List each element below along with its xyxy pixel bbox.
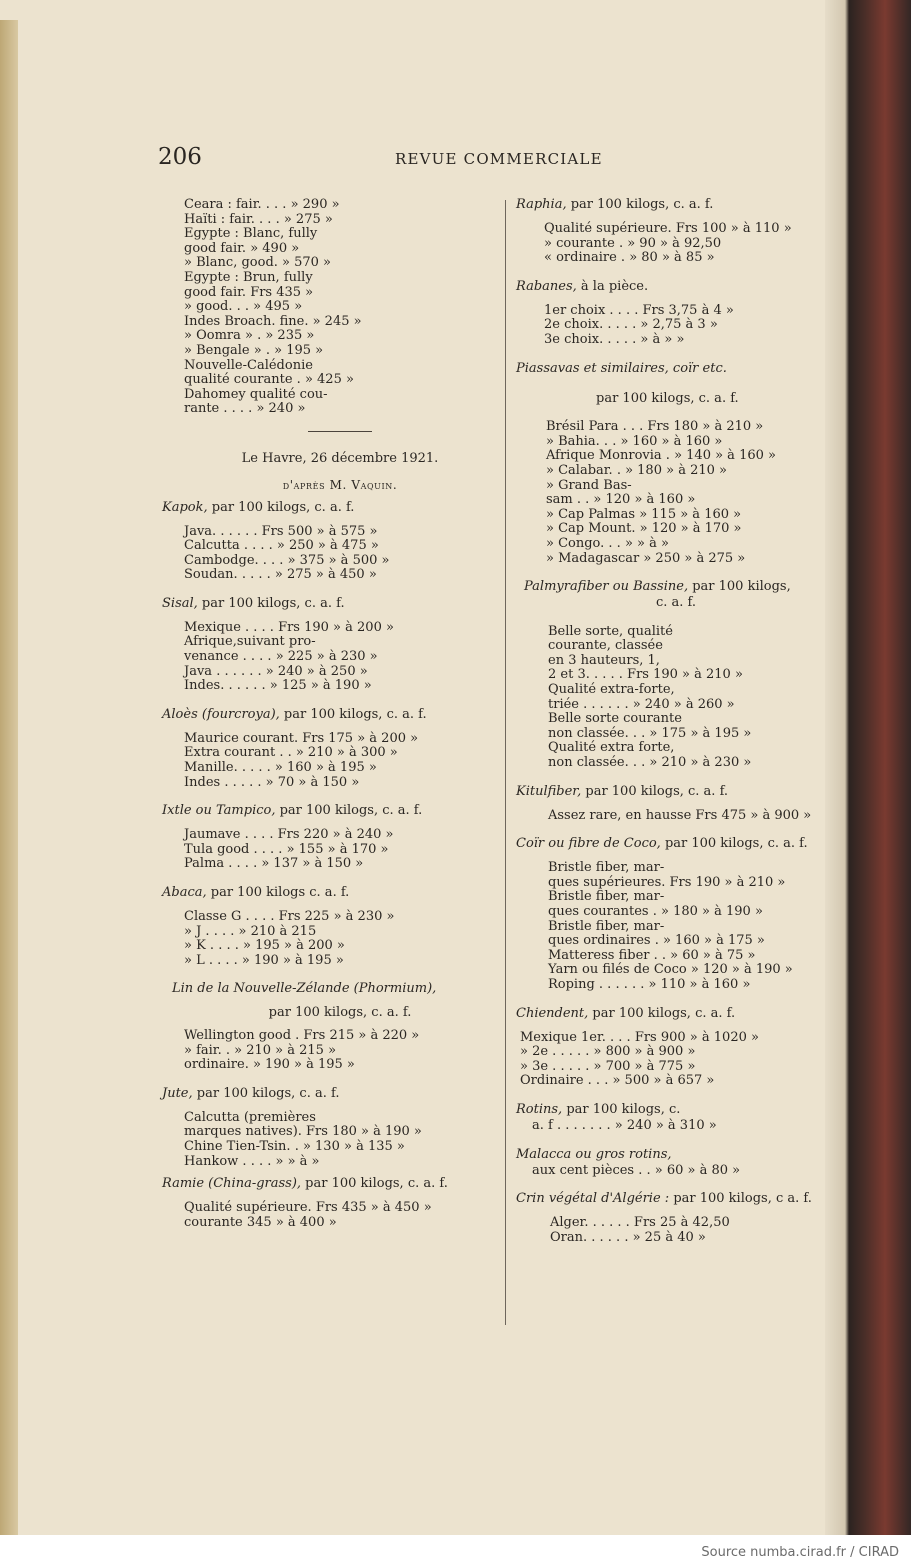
price-line: Qualité supérieure. Frs 435 » à 450 »	[184, 1200, 432, 1216]
price-line: Indes . . . . . » 70 » à 150 »	[184, 774, 360, 790]
ramie-heading: Ramie (China-grass), par 100 kilogs, c. a. f.	[162, 1176, 448, 1192]
price-line: rante . . . . » 240 »	[184, 401, 306, 417]
raphia-heading: Raphia, par 100 kilogs, c. a. f.	[516, 197, 714, 212]
price-line: Java . . . . . . » 240 » à 250 »	[184, 663, 368, 679]
price-line: Hankow . . . . » » à »	[184, 1153, 320, 1169]
lin-unit: par 100 kilogs, c. a. f.	[268, 1005, 412, 1021]
price-line: Bristle fiber, mar-	[548, 889, 665, 905]
price-line: Ceara : fair. . . . » 290 »	[184, 197, 340, 212]
havre-title: Le Havre, 26 décembre 1921.	[241, 450, 439, 466]
price-line: » Blanc, good. » 570 »	[184, 255, 332, 271]
price-line: Qualité supérieure. Frs 100 » à 110 »	[544, 221, 792, 236]
price-line: » fair. . » 210 » à 215 »	[184, 1042, 337, 1058]
price-line: a. f . . . . . . . » 240 » à 310 »	[532, 1117, 717, 1133]
price-line: en 3 hauteurs, 1,	[548, 652, 660, 668]
price-line: » courante . » 90 » à 92,50	[544, 235, 722, 251]
price-line: » J . . . . » 210 à 215	[184, 923, 317, 939]
palmyra-heading: Palmyrafiber ou Bassine, par 100 kilogs,	[524, 579, 791, 595]
ramie-rows	[184, 1201, 496, 1230]
abaca-heading: Abaca, par 100 kilogs c. a. f.	[162, 885, 350, 900]
price-line: Nouvelle-Calédonie	[184, 357, 313, 373]
price-line: Maurice courant. Frs 175 » à 200 »	[184, 730, 419, 746]
price-line: good fair. Frs 435 »	[184, 284, 314, 300]
price-line: Dahomey qualité cou-	[184, 386, 328, 402]
price-line: Afrique Monrovia . » 140 » à 160 »	[546, 448, 776, 464]
chiendent-heading: Chiendent, par 100 kilogs, c. a. f.	[516, 1005, 736, 1021]
price-line: Jaumave . . . . Frs 220 » à 240 »	[184, 827, 394, 843]
coir-rows	[548, 861, 846, 992]
rabanes-rows	[544, 304, 846, 348]
price-line: » Cap Palmas » 115 » à 160 »	[546, 506, 742, 522]
price-line: Qualité extra-forte,	[548, 682, 675, 698]
price-line: Mexique 1er. . . . Frs 900 » à 1020 »	[520, 1029, 759, 1045]
piassavas-heading: Piassavas et similaires, coïr etc.	[516, 360, 727, 376]
price-line: Soudan. . . . . » 275 » à 450 »	[184, 567, 377, 583]
price-line: » Bahia. . . » 160 » à 160 »	[546, 433, 723, 449]
palmyra-unit: c. a. f.	[656, 595, 697, 611]
price-line: non classée. . . » 175 » à 195 »	[548, 725, 752, 741]
price-line: Egypte : Blanc, fully	[184, 226, 318, 242]
kapok-heading: Kapok, par 100 kilogs, c. a. f.	[162, 499, 355, 515]
rabanes-heading: Rabanes, à la pièce.	[516, 278, 649, 294]
price-line: ordinaire. » 190 » à 195 »	[184, 1057, 355, 1073]
price-line: Palma . . . . » 137 » à 150 »	[184, 856, 364, 872]
aloes-rows	[184, 732, 496, 790]
sisal-heading: Sisal, par 100 kilogs, c. a. f.	[162, 595, 345, 611]
price-line: non classée. . . » 210 » à 230 »	[548, 755, 752, 771]
ixtle-rows	[184, 828, 496, 872]
price-line: Afrique,suivant pro-	[184, 634, 316, 650]
price-line: Egypte : Brun, fully	[184, 269, 313, 285]
chiendent-rows	[520, 1031, 846, 1089]
price-line: ques ordinaires . » 160 » à 175 »	[548, 933, 765, 949]
price-line: 1er choix . . . . Frs 3,75 à 4 »	[544, 302, 734, 318]
price-line: Extra courant . . » 210 » à 300 »	[184, 745, 398, 761]
price-line: » K . . . . » 195 » à 200 »	[184, 938, 345, 954]
running-head: REVUE COMMERCIALE	[395, 150, 603, 168]
price-line: Haïti : fair. . . . » 275 »	[184, 211, 333, 227]
left-column	[162, 197, 496, 1230]
jute-heading: Jute, par 100 kilogs, c. a. f.	[162, 1085, 340, 1101]
crin-heading: Crin végétal d'Algérie : par 100 kilogs, c a. f.	[516, 1191, 812, 1207]
page-number: 206	[158, 144, 202, 170]
price-line: aux cent pièces . . » 60 » à 80 »	[532, 1162, 741, 1178]
ixtle-heading: Ixtle ou Tampico, par 100 kilogs, c. a. f.	[162, 803, 423, 819]
jute-rows	[184, 1111, 496, 1169]
price-line: Qualité extra forte,	[548, 740, 675, 756]
price-line: Ordinaire . . . » 500 » à 657 »	[520, 1073, 715, 1089]
price-line: » 3e . . . . . » 700 » à 775 »	[520, 1058, 696, 1074]
price-line: Manille. . . . . » 160 » à 195 »	[184, 760, 377, 776]
price-line: Mexique . . . . Frs 190 » à 200 »	[184, 619, 394, 635]
price-line: Java. . . . . . Frs 500 » à 575 »	[184, 523, 378, 539]
price-line: Calcutta . . . . » 250 » à 475 »	[184, 538, 379, 554]
price-line: Matteress fiber . . » 60 » à 75 »	[548, 947, 756, 963]
price-line: Belle sorte courante	[548, 711, 682, 727]
rotins-rows	[532, 1119, 846, 1134]
sisal-rows	[184, 621, 496, 694]
price-line: marques natives). Frs 180 » à 190 »	[184, 1124, 422, 1140]
price-line: Brésil Para . . . Frs 180 » à 210 »	[546, 419, 764, 435]
aloes-heading: Aloès (fourcroya), par 100 kilogs, c. a. f.	[162, 706, 427, 722]
price-line: Belle sorte, qualité	[548, 623, 673, 639]
price-line: 3e choix. . . . . » à » »	[544, 331, 685, 347]
piassavas-rows	[546, 420, 846, 566]
price-line: triée . . . . . . » 240 » à 260 »	[548, 696, 735, 712]
book-cover	[825, 0, 911, 1535]
lin-heading: Lin de la Nouvelle-Zélande (Phormium),	[172, 981, 437, 997]
kitul-heading: Kitulfiber, par 100 kilogs, c. a. f.	[516, 783, 729, 799]
price-line: » Oomra » . » 235 »	[184, 328, 315, 344]
page-edge	[0, 20, 18, 1535]
price-line: Yarn ou filés de Coco » 120 » à 190 »	[548, 962, 793, 978]
kapok-rows	[184, 525, 496, 583]
price-line: Bristle fiber, mar-	[548, 860, 665, 876]
price-line: Bristle fiber, mar-	[548, 918, 665, 934]
price-line: » Congo. . . » » à »	[546, 535, 669, 551]
price-line: » L . . . . » 190 » à 195 »	[184, 952, 344, 968]
price-line: 2e choix. . . . . » 2,75 à 3 »	[544, 317, 718, 333]
price-line: Cambodge. . . . » 375 » à 500 »	[184, 552, 390, 568]
price-line: Indes Broach. fine. » 245 »	[184, 313, 362, 329]
price-line: venance . . . . » 225 » à 230 »	[184, 649, 378, 665]
price-line: ques courantes . » 180 » à 190 »	[548, 904, 763, 919]
price-line: » good. . . » 495 »	[184, 299, 303, 315]
source-watermark: Source numba.cirad.fr / CIRAD	[701, 1545, 899, 1560]
price-line: » Cap Mount. » 120 » à 170 »	[546, 521, 742, 537]
lin-rows	[184, 1029, 496, 1073]
column-divider	[505, 200, 506, 1325]
price-line: « ordinaire . » 80 » à 85 »	[544, 250, 715, 266]
price-line: Tula good . . . . » 155 » à 170 »	[184, 841, 389, 857]
rotins-heading: Rotins, par 100 kilogs, c.	[516, 1101, 681, 1117]
malacca-heading: Malacca ou gros rotins,	[516, 1146, 672, 1162]
price-line: Alger. . . . . . Frs 25 à 42,50	[550, 1215, 730, 1231]
price-line: » 2e . . . . . » 800 » à 900 »	[520, 1044, 696, 1060]
price-line: Oran. . . . . . » 25 à 40 »	[550, 1229, 706, 1245]
price-line: ques supérieures. Frs 190 » à 210 »	[548, 874, 786, 890]
crin-rows	[550, 1216, 846, 1245]
raphia-rows	[544, 222, 846, 266]
price-line: Roping . . . . . . » 110 » à 160 »	[548, 976, 751, 992]
footer-strip	[0, 1535, 911, 1566]
price-line: qualité courante . » 425 »	[184, 372, 354, 388]
right-column	[516, 198, 846, 1245]
havre-author: d'après M. Vaquin.	[282, 477, 398, 492]
price-line: » Madagascar » 250 » à 275 »	[546, 550, 746, 566]
price-line: 2 et 3. . . . . Frs 190 » à 210 »	[548, 667, 743, 683]
price-line: courante, classée	[548, 638, 663, 654]
price-line: courante 345 » à 400 »	[184, 1214, 337, 1230]
price-line: Assez rare, en hausse Frs 475 » à 900 »	[548, 807, 812, 823]
price-line: Calcutta (premières	[184, 1109, 316, 1125]
cotton-list	[184, 198, 496, 417]
palmyra-rows	[548, 625, 846, 771]
price-line: Chine Tien-Tsin. . » 130 » à 135 »	[184, 1138, 405, 1154]
price-line: sam . . » 120 » à 160 »	[546, 492, 696, 508]
price-line: » Grand Bas-	[546, 477, 632, 493]
price-line: good fair. » 490 »	[184, 240, 300, 256]
malacca-rows	[532, 1164, 846, 1179]
abaca-rows	[184, 910, 496, 968]
price-line: » Calabar. . » 180 » à 210 »	[546, 462, 727, 478]
coir-heading: Coïr ou fibre de Coco, par 100 kilogs, c. a. f.	[516, 836, 808, 852]
price-line: Indes. . . . . . » 125 » à 190 »	[184, 678, 372, 694]
piassavas-unit: par 100 kilogs, c. a. f.	[596, 390, 739, 406]
price-line: Classe G . . . . Frs 225 » à 230 »	[184, 909, 395, 924]
kitul-rows	[548, 809, 846, 824]
price-line: » Bengale » . » 195 »	[184, 342, 324, 358]
price-line: Wellington good . Frs 215 » à 220 »	[184, 1027, 420, 1043]
